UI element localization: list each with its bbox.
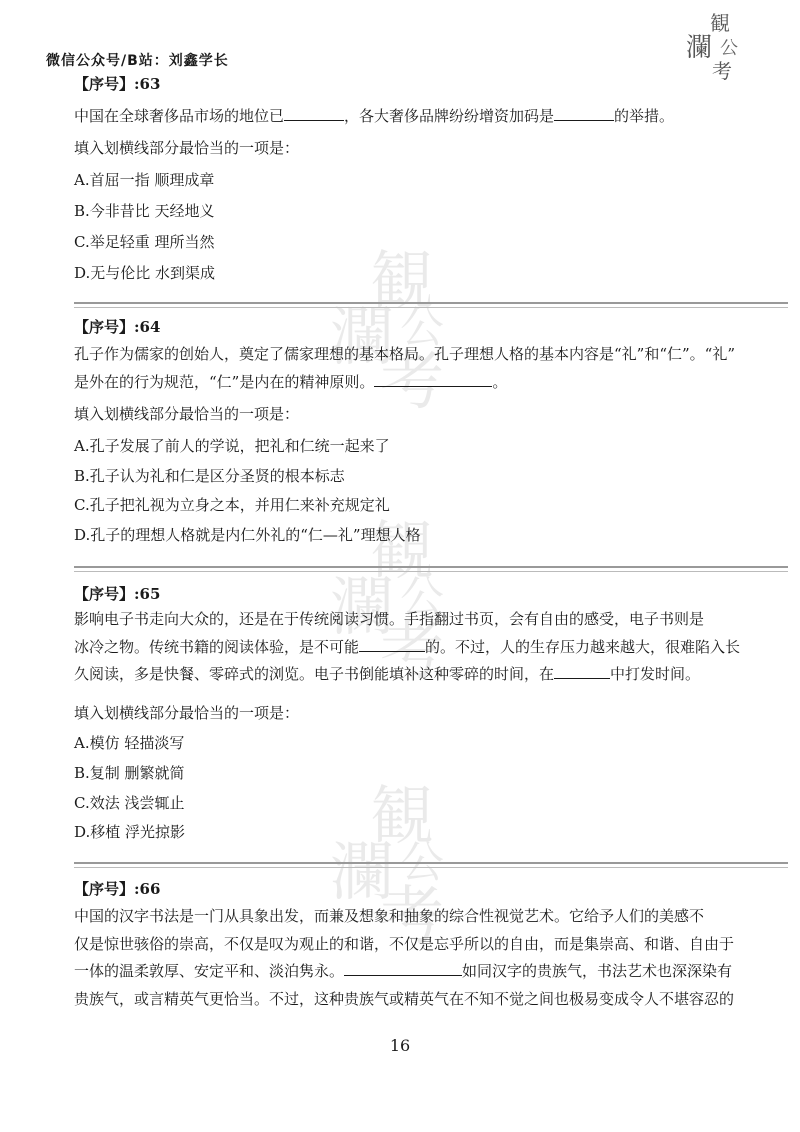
- question-63-option-d: D.无与伦比 水到渠成: [74, 264, 216, 282]
- question-64-option-b: B.孔子认为礼和仁是区分圣贤的根本标志: [74, 467, 345, 485]
- question-65-option-c: C.效法 浅尝辄止: [74, 794, 185, 812]
- answer-blank: [374, 372, 492, 387]
- answer-blank: [554, 664, 610, 679]
- question-63-option-c: C.举足轻重 理所当然: [74, 233, 215, 251]
- stem-part: 冰冷之物。传统书籍的阅读体验，是不可能: [74, 637, 360, 656]
- stem-part: 久阅读，多是快餐、零碎式的浏览。电子书倒能填补这种零碎的时间，在: [74, 665, 555, 683]
- question-66-label: [74, 878, 160, 899]
- stem-part: 是外在的行为规范，“仁”是内在的精神原则。: [74, 372, 375, 391]
- stem-line: 仅是惊世骇俗的崇高，不仅是叹为观止的和谐，不仅是忘乎所以的自由，而是集崇高、和谐、自由于: [74, 934, 735, 953]
- svg-text:公: 公: [720, 38, 738, 59]
- question-label: 【序号】: [74, 880, 135, 898]
- stem-part: 如同汉字的贵族气，书法艺术也深深染有: [462, 962, 733, 980]
- question-63-instruction: 填入划横线部分最恰当的一项是：: [74, 139, 300, 157]
- answer-blank: [284, 106, 344, 121]
- answer-blank: [359, 637, 425, 652]
- brand-logo: [680, 6, 770, 86]
- question-65-option-b: B.复制 删繁就简: [74, 764, 185, 782]
- section-divider: [74, 566, 788, 568]
- question-64-instruction: 填入划横线部分最恰当的一项是：: [74, 405, 300, 423]
- stem-part: 的。不过，人的生存压力越来越大，很难陷入长: [425, 637, 741, 656]
- stem-part: 。: [492, 372, 508, 391]
- question-label: 【序号】: [74, 318, 135, 336]
- stem-line: 贵族气，或言精英气更恰当。不过，这种贵族气或精英气在不知不觉之间也极易变成令人不堪容忍的: [74, 989, 735, 1008]
- question-64-option-c: C.孔子把礼视为立身之本，并用仁来补充规定礼: [74, 496, 390, 514]
- question-number: :66: [134, 880, 161, 898]
- svg-text:瀾: 瀾: [686, 33, 713, 63]
- stem-part: 的举措。: [614, 107, 675, 125]
- question-64-option-a: A.孔子发展了前人的学说，把礼和仁统一起来了: [74, 437, 390, 455]
- stem-part: 一体的温柔敦厚、安定平和、淡泊隽永。: [74, 962, 345, 980]
- watermark-2: 観 瀾 公 考: [330, 515, 444, 689]
- question-63-stem: [74, 102, 674, 131]
- question-64-option-d: D.孔子的理想人格就是内仁外礼的“仁—礼”理想人格: [74, 526, 421, 544]
- question-number: :65: [134, 585, 161, 603]
- question-number: :64: [134, 318, 161, 336]
- section-divider: [74, 862, 788, 864]
- stem-line: [74, 369, 764, 397]
- question-66-stem: [74, 903, 764, 1013]
- stem-line: [74, 958, 764, 986]
- source-header: 微信公众号/B站：刘鑫学长: [46, 53, 229, 69]
- stem-line: 孔子作为儒家的创始人，奠定了儒家理想的基本格局。孔子理想人格的基本内容是“礼”和“仁”。“礼”: [74, 345, 736, 363]
- brand-logo-graphic: [680, 6, 770, 86]
- question-63-option-b: B.今非昔比 天经地义: [74, 202, 215, 220]
- question-65-option-a: A.模仿 轻描淡写: [74, 734, 185, 752]
- question-63-option-a: A.首屈一指 顺理成章: [74, 171, 215, 189]
- watermark-1: 観 瀾 公 考: [330, 245, 444, 419]
- question-63-label: [74, 73, 160, 94]
- question-65-instruction: 填入划横线部分最恰当的一项是：: [74, 704, 300, 722]
- watermark-3: 観 瀾 公 考: [330, 780, 444, 954]
- question-label: 【序号】: [74, 75, 135, 93]
- stem-line: [74, 661, 764, 689]
- question-64-label: [74, 316, 160, 337]
- svg-text:観: 観: [710, 11, 730, 35]
- answer-blank: [554, 106, 614, 121]
- page-number: 16: [389, 1036, 411, 1055]
- stem-part: ，各大奢侈品牌纷纷增资加码是: [344, 107, 555, 125]
- stem-line: 中国的汉字书法是一门从具象出发，而兼及想象和抽象的综合性视觉艺术。它给予人们的美感不: [74, 907, 705, 925]
- stem-line: [74, 634, 764, 662]
- question-65-option-d: D.移植 浮光掠影: [74, 823, 186, 841]
- question-65-label: [74, 583, 160, 604]
- question-64-stem: [74, 341, 764, 396]
- answer-blank: [344, 961, 462, 976]
- question-label: 【序号】: [74, 585, 135, 603]
- question-number: :63: [134, 75, 161, 93]
- svg-text:考: 考: [712, 59, 732, 83]
- stem-line: 影响电子书走向大众的，还是在于传统阅读习惯。手指翻过书页，会有自由的感受，电子书则是: [74, 610, 705, 628]
- stem-part: 中国在全球奢侈品市场的地位已: [74, 107, 285, 125]
- section-divider: [74, 302, 788, 304]
- question-65-stem: [74, 606, 764, 689]
- stem-part: 中打发时间。: [610, 665, 701, 683]
